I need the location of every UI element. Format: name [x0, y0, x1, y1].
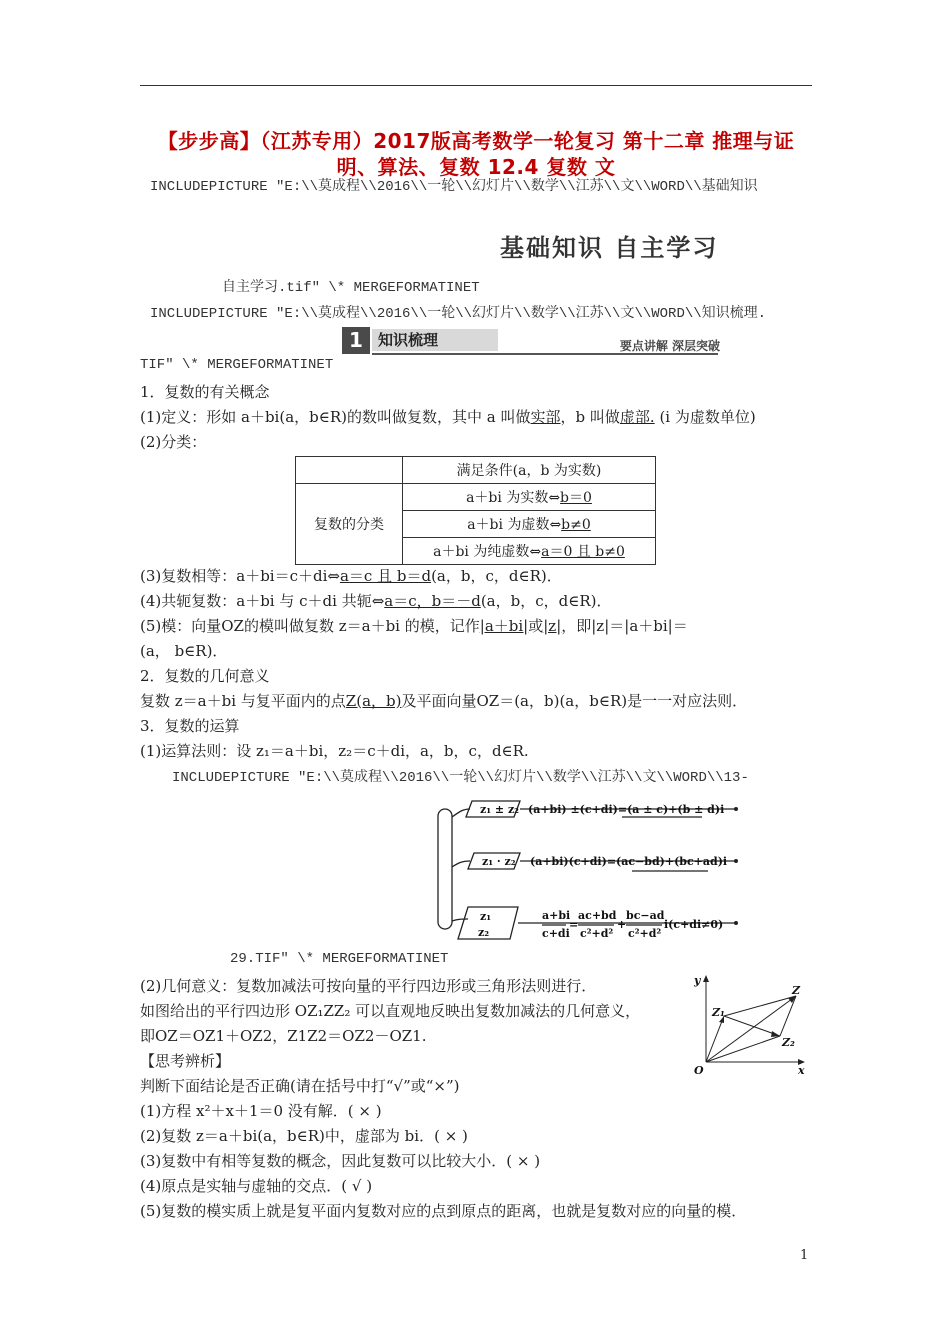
div-equals: = — [569, 918, 579, 931]
fig-label-y: y — [694, 974, 701, 987]
div-lhs-num: a+bi — [542, 909, 571, 922]
s3-geometry-a: (2)几何意义：复数加减法可按向量的平行四边形或三角形法则进行． — [140, 977, 597, 995]
fig-label-z2: Z₂ — [782, 1036, 795, 1049]
page-number: 1 — [800, 1248, 809, 1263]
s2-text: 复数 z＝a＋bi 与复平面内的点Z(a，b)及平面向量OZ＝(a，b)(a，b∈R)是一一对应法则． — [140, 692, 748, 710]
vector-oz2 — [706, 1036, 780, 1062]
s1-classification-heading: (2)分类： — [140, 433, 207, 451]
include-field-3: INCLUDEPICTURE "E:\\莫成程\\2016\\一轮\\幻灯片\\数学\\江苏\\文\\WORD\\知识梳理. — [150, 306, 767, 322]
include-field-6: 29.TIF" \* MERGEFORMATINET — [230, 951, 449, 967]
think-item-2: (2)复数 z＝a＋bi(a，b∈R)中，虚部为 bi．( × ) — [140, 1127, 468, 1145]
div-t1-num: ac+bd — [578, 909, 617, 922]
section-title: 知识梳理 — [372, 329, 498, 351]
s3-rule: (1)运算法则：设 z₁＝a＋bi，z₂＝c＋di，a，b，c，d∈R. — [140, 742, 529, 760]
diagram-brace — [438, 809, 452, 929]
div-t2-den: c²+d² — [628, 927, 662, 940]
doc-title-line2: 明、算法、复数 12.4 复数 文 — [336, 155, 616, 179]
table-corner — [296, 457, 403, 484]
branch-mul-line — [452, 861, 470, 867]
table-cell-real: a＋bi 为实数⇔b＝0 — [403, 484, 656, 511]
think-heading: 【思考辨析】 — [140, 1052, 231, 1070]
s1-modulus: (5)模：向量OZ的模叫做复数 z＝a＋bi 的模，记作|a＋bi|或|z|，即|z|＝|a＋bi|＝ — [140, 617, 688, 635]
s3-geometry-b: 如图给出的平行四边形 OZ₁ZZ₂ 可以直观地反映出复数加减法的几何意义， — [140, 1002, 641, 1020]
div-lhs-den: c+di — [542, 927, 570, 940]
header-rule — [140, 85, 812, 86]
z2-arrow-icon — [771, 1031, 780, 1037]
mul-dot — [734, 859, 738, 863]
mul-formula: (a+bi)(c+di)=(ac−bd)+(bc+ad)i — [530, 855, 728, 868]
s3-geometry-c: 即OZ＝OZ1＋OZ2，Z1Z2＝OZ2－OZ1. — [140, 1027, 427, 1045]
fig-label-z1: Z₁ — [712, 1006, 725, 1019]
s1-equality: (3)复数相等：a＋bi＝c＋di⇔a＝c 且 b＝d(a，b，c，d∈R)． — [140, 567, 562, 585]
add-formula: (a+bi) ±(c+di)=(a ± c)+(b ± d)i — [528, 803, 725, 816]
include-field-5: INCLUDEPICTURE "E:\\莫成程\\2016\\一轮\\幻灯片\\数学\\江苏\\文\\WORD\\13- — [172, 770, 749, 786]
parallelogram-figure — [686, 970, 810, 1078]
table-cell-imag: a＋bi 为虚数⇔b≠0 — [403, 511, 656, 538]
add-dot — [734, 807, 738, 811]
section-subtitle: 要点讲解 深层突破 — [619, 339, 720, 353]
s1-definition: (1)定义：形如 a＋bi(a，b∈R)的数叫做复数，其中 a 叫做实部，b 叫做虚部. (i 为虚数单位) — [140, 408, 756, 426]
s3-heading: 3．复数的运算 — [140, 717, 240, 735]
banner-heading: 基础知识 自主学习 — [500, 234, 719, 262]
section-tag — [342, 327, 720, 355]
fig-label-o: O — [694, 1064, 704, 1077]
table-row-label: 复数的分类 — [296, 484, 403, 565]
s2-heading: 2．复数的几何意义 — [140, 667, 270, 685]
fig-label-z: Z — [792, 984, 801, 997]
think-item-4: (4)原点是实轴与虚轴的交点．( √ ) — [140, 1177, 373, 1195]
branch-div-line — [452, 919, 468, 921]
include-field-1: INCLUDEPICTURE "E:\\莫成程\\2016\\一轮\\幻灯片\\数学\\江苏\\文\\WORD\\基础知识 — [150, 179, 758, 195]
div-t2-num: bc−ad — [626, 909, 665, 922]
div-tail: i(c+di≠0) — [664, 918, 724, 931]
edge-z1-z — [724, 996, 796, 1016]
include-field-2: 自主学习.tif" \* MERGEFORMATINET — [222, 280, 480, 296]
section-number: 1 — [342, 327, 370, 354]
table-cell-pure-imag: a＋bi 为纯虚数⇔a＝0 且 b≠0 — [403, 538, 656, 565]
div-t1-den: c²+d² — [580, 927, 614, 940]
think-item-5: (5)复数的模实质上就是复平面内复数对应的点到原点的距离，也就是复数对应的向量的模． — [140, 1202, 747, 1220]
div-label-den: z₂ — [478, 926, 490, 939]
think-item-3: (3)复数中有相等复数的概念，因此复数可以比较大小．( × ) — [140, 1152, 541, 1170]
div-label-num: z₁ — [480, 910, 492, 923]
add-label: z₁ ± z₂ — [480, 803, 520, 816]
div-dot — [734, 921, 738, 925]
operations-diagram — [436, 795, 746, 955]
s1-modulus-cont: (a， b∈R)． — [140, 642, 228, 660]
think-item-1: (1)方程 x²＋x＋1＝0 没有解．( × ) — [140, 1102, 382, 1120]
fig-label-x: x — [798, 1064, 805, 1077]
vector-z1z2 — [724, 1016, 780, 1036]
s1-conjugate: (4)共轭复数：a＋bi 与 c＋di 共轭⇔a＝c，b＝－d(a，b，c，d∈R)． — [140, 592, 612, 610]
classification-table — [295, 456, 656, 565]
y-arrow-icon — [703, 975, 709, 982]
include-field-4: TIF" \* MERGEFORMATINET — [140, 357, 334, 373]
table-header: 满足条件(a，b 为实数) — [403, 457, 656, 484]
think-intro: 判断下面结论是否正确(请在括号中打“√”或“×”) — [140, 1077, 460, 1095]
div-plus: + — [617, 918, 627, 931]
doc-title-line1: 【步步高】（江苏专用）2017版高考数学一轮复习 第十二章 推理与证 — [157, 129, 795, 153]
mul-label: z₁ · z₂ — [482, 855, 516, 868]
s1-heading: 1．复数的有关概念 — [140, 383, 270, 401]
